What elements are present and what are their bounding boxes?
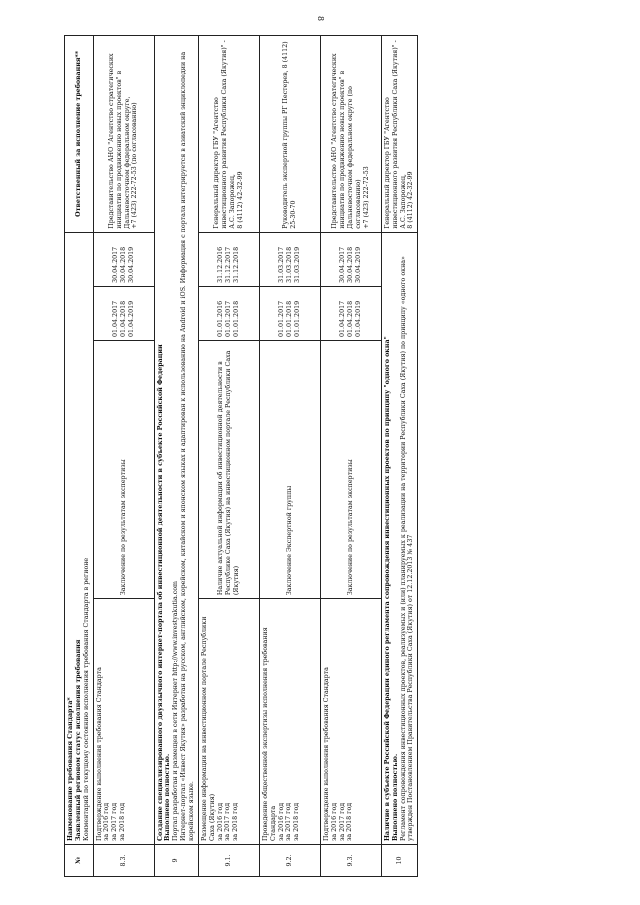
start-dates: 01.04.2017 01.04.2018 01.04.2019 <box>93 286 154 340</box>
page-number: 8 <box>316 15 326 22</box>
header-line-1: Наименование требования Стандарта* <box>67 697 74 842</box>
subitem-row <box>259 36 320 877</box>
subitem-name: Подтверждение выполнения требования Стандарта за 2016 год за 2017 год за 2018 год <box>93 599 154 845</box>
row-number: 9 <box>154 845 198 877</box>
requirement-title: Создание специализированного двуязычного интернет-портала об инвестиционной деятельности в субъекте Российской Федерации <box>156 344 164 842</box>
rotated-sheet <box>64 35 592 877</box>
requirement-text <box>381 232 417 844</box>
requirement-row <box>381 36 417 877</box>
responsible-cell: Генеральный директор ГБУ "Агентство инвестиционного развития Республики Саха (Якутия)" - А.С. Запорожец, 8 (4112) 42-32-99 <box>381 36 417 233</box>
standard-requirements-table <box>64 35 418 877</box>
header-responsible: Ответственный за исполнение требования** <box>65 36 94 233</box>
start-dates: 01.01.2016 01.01.2017 01.01.2018 <box>198 286 259 340</box>
end-dates: 30.04.2017 30.04.2018 30.04.2019 <box>320 232 381 286</box>
responsible-cell: Представительство АНО "Агентство стратегических инициатив по продвижению новых проектов" в Дальневосточном федеральном округе, +7 (423) 222-72-53 (по согласованию) <box>93 36 154 233</box>
subitem-name: Подтверждение выполнения требования Стандарта за 2016 год за 2017 год за 2018 год <box>320 599 381 845</box>
subitem-result: Заключение по результатам экспертизы <box>93 340 154 598</box>
end-dates: 30.04.2017 30.04.2018 30.04.2019 <box>93 232 154 286</box>
row-number: 9.1. <box>198 845 259 877</box>
row-number: 9.2. <box>259 845 320 877</box>
header-row <box>65 36 94 877</box>
subitem-result: Заключение Экспертной группы <box>259 340 320 598</box>
responsible-cell: Генеральный директор ГБУ "Агентство инвестиционного развития Республики Саха (Якутия)" - А.С. Запорожец, 8 (4112) 42-32-99 <box>198 36 259 233</box>
header-line-3: Комментарий по текущему состоянию исполнения требования Стандарта в регионе <box>82 557 90 842</box>
header-titles <box>65 232 94 844</box>
subitem-name: Размещение информации на инвестиционном портале Республики Саха (Якутия) за 2016 год за 2017 год за 2018 год <box>198 599 259 845</box>
requirement-comment: Портал разработан и размещен в сети Интернет http://www.investyakutia.com Интернет-портал «Инвест Якутия» разработан на русском, английском, корейском, китайском и японском языках и адаптирован к использованию на Android и iOS. Информация с портала интегрируется в азиатский энциклопедии на корейском языке. <box>172 51 196 842</box>
requirement-row <box>154 36 198 877</box>
subitem-result: Заключение по результатам экспертизы <box>320 340 381 598</box>
requirement-comment: Регламент сопровождения инвестиционных проектов, реализуемых и (или) планируемых к реализации на территории Республики Саха (Якутия) по принципу «одного окна» утвержден Постановлением Правительства Республики Саха (Якутия) от 12.12.2013 № 437 <box>399 256 415 842</box>
requirement-status: Выполнено полностью. <box>391 753 399 842</box>
requirement-text <box>154 36 198 845</box>
subitem-row <box>320 36 381 877</box>
row-number: 9.3. <box>320 845 381 877</box>
requirement-status: Выполнено полностью. <box>164 753 172 842</box>
end-dates: 31.03.2017 31.03.2018 31.03.2019 <box>259 232 320 286</box>
subitem-row <box>198 36 259 877</box>
requirement-title: Наличие в субъекте Российской Федерации единого регламента сопровождения инвестиционных проектов по принципу "одного окна" <box>383 336 391 842</box>
responsible-cell: Представительство АНО "Агентство стратегических инициатив по продвижению новых проектов" в Дальневосточном федеральном округе (по согласованию) +7 (423) 222-72-53 <box>320 36 381 233</box>
header-line-2: Заявленный регионом статус исполнения требования <box>74 639 82 842</box>
start-dates: 01.01.2017 01.01.2018 01.01.2019 <box>259 286 320 340</box>
subitem-name: Проведение общественной экспертизы исполнения требования Стандарта за 2016 год за 2017 год за 2018 год <box>259 599 320 845</box>
subitem-result: Наличие актуальной информации об инвестиционной деятельности в Республике Саха (Якутия) на инвестиционном портале Республики Саха (Якутия) <box>198 340 259 598</box>
start-dates: 01.04.2017 01.04.2018 01.04.2019 <box>320 286 381 340</box>
subitem-row <box>93 36 154 877</box>
row-number: 8.3. <box>93 845 154 877</box>
row-number: 10 <box>381 845 417 877</box>
table-body <box>65 36 418 877</box>
responsible-cell: Руководитель экспертной группы РГ Пестерев, 8 (4112) 25-30-70 <box>259 36 320 233</box>
end-dates: 31.12.2016 31.12.2017 31.12.2018 <box>198 232 259 286</box>
header-number: № <box>65 845 94 877</box>
